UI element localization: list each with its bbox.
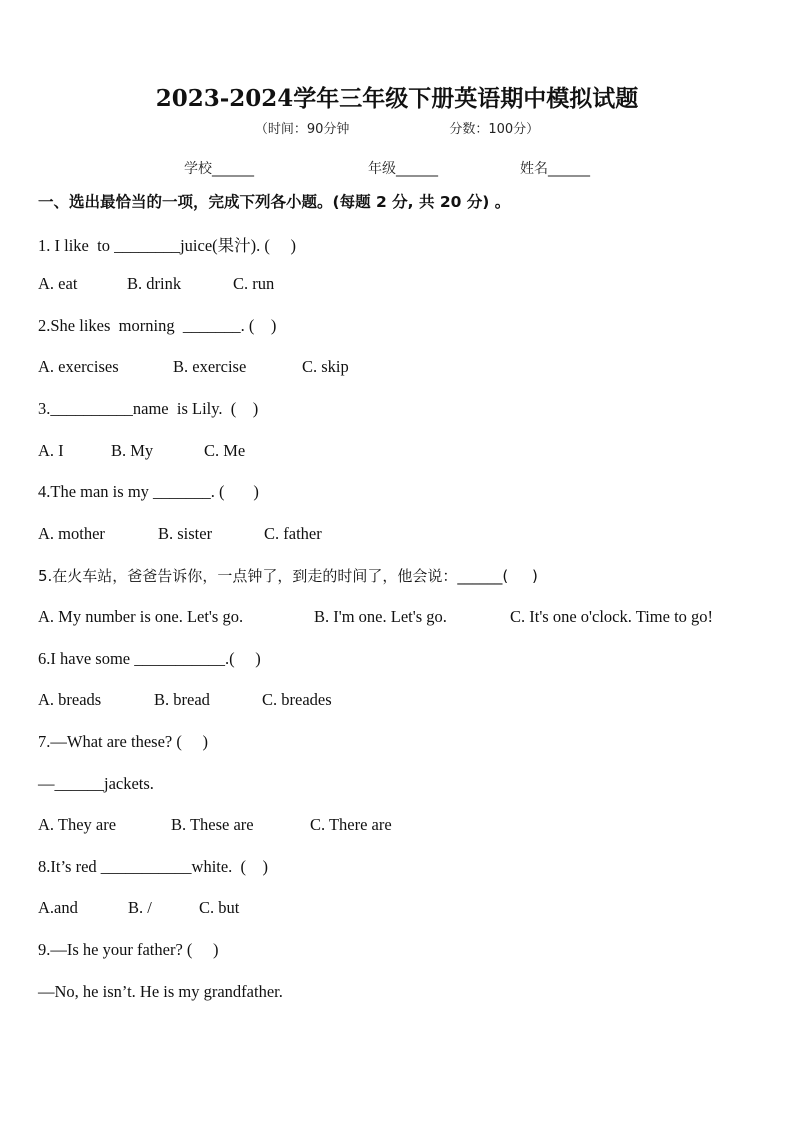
question-3-stem: 3.__________name is Lily. ( ): [38, 399, 259, 418]
option-a[interactable]: A. exercises: [38, 357, 119, 376]
option-a[interactable]: A. I: [38, 441, 64, 460]
option-a[interactable]: A. mother: [38, 524, 105, 543]
name-field[interactable]: 姓名______: [520, 161, 590, 177]
option-b[interactable]: B. These are: [171, 815, 254, 834]
option-a[interactable]: A. They are: [38, 815, 117, 834]
exam-score: 分数：100分）: [449, 122, 540, 137]
option-a[interactable]: A.and: [38, 898, 78, 917]
option-c[interactable]: C. It's one o'clock. Time to go!: [510, 607, 714, 626]
question-1-stem: 1. I like to ________juice(果汁). ( ): [38, 236, 296, 255]
question-6-stem: 6.I have some ___________.( ): [38, 649, 261, 668]
school-field[interactable]: 学校______: [184, 161, 254, 177]
option-c[interactable]: C. but: [199, 898, 240, 917]
question-5-stem: 5.在火车站，爸爸告诉你，一点钟了，到走的时间了，他会说：______( ): [38, 567, 538, 585]
question-4-stem: 4.The man is my _______. ( ): [38, 482, 259, 501]
option-b[interactable]: B. sister: [158, 524, 213, 543]
question-7-answer-line: —______jackets.: [38, 774, 154, 793]
option-c[interactable]: C. There are: [310, 815, 392, 834]
question-9-stem: 9.—Is he your father? ( ): [38, 940, 219, 959]
option-a[interactable]: A. eat: [38, 274, 78, 293]
grade-field[interactable]: 年级______: [368, 161, 438, 177]
option-b[interactable]: B. drink: [127, 274, 182, 293]
option-c[interactable]: C. skip: [302, 357, 349, 376]
question-7-stem: 7.—What are these? ( ): [38, 732, 208, 751]
option-c[interactable]: C. run: [233, 274, 275, 293]
option-a[interactable]: A. breads: [38, 690, 102, 709]
question-9-answer-line: —No, he isn’t. He is my grandfather.: [38, 982, 283, 1001]
option-a[interactable]: A. My number is one. Let's go.: [38, 607, 244, 626]
section-heading: 一、选出最恰当的一项，完成下列各小题。(每题 2 分, 共 20 分) 。: [38, 193, 511, 211]
question-2-stem: 2.She likes morning _______. ( ): [38, 316, 277, 335]
option-c[interactable]: C. father: [264, 524, 322, 543]
option-b[interactable]: B. My: [111, 441, 154, 460]
option-b[interactable]: B. /: [128, 898, 152, 917]
option-c[interactable]: C. breades: [262, 690, 332, 709]
option-c[interactable]: C. Me: [204, 441, 246, 460]
option-b[interactable]: B. bread: [154, 690, 210, 709]
page-title: 2023-2024学年三年级下册英语期中模拟试题: [155, 85, 639, 112]
option-b[interactable]: B. I'm one. Let's go.: [314, 607, 447, 626]
exam-meta: [0, 118, 794, 137]
exam-time: （时间：90分钟: [254, 122, 350, 137]
option-b[interactable]: B. exercise: [173, 357, 247, 376]
question-8-stem: 8.It’s red ___________white. ( ): [38, 857, 269, 876]
